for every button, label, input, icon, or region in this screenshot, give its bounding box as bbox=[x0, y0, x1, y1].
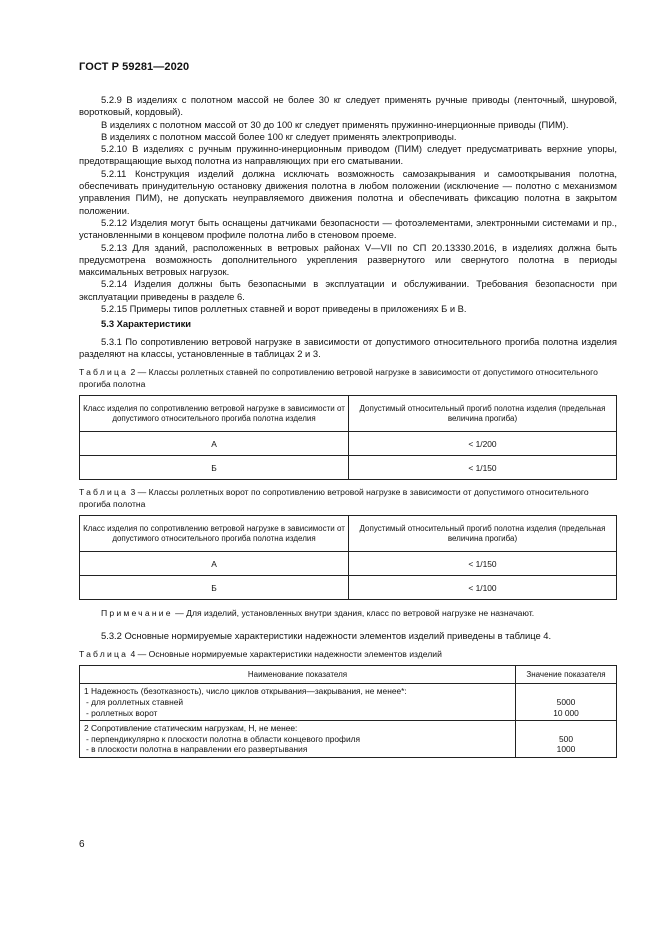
row1-value-shutters: 5000 bbox=[556, 696, 576, 707]
table-2-class-b: Б bbox=[80, 456, 349, 480]
row2-item-perpendicular: - перпендикулярно к плоскости полотна в области концевого профиля bbox=[86, 733, 361, 744]
table-2 bbox=[79, 395, 617, 480]
table-4-header-row bbox=[80, 666, 617, 684]
paragraph-5-2-11: 5.2.11 Конструкция изделий должна исключать возможность самозакрывания и самооткрывания полотна, обеспечивать принудительную остановку движения полотна в любом положении (исключение — полотно с механизмом управления ПИМ), не допускать неуправляемого движения полотна и обеспечивать фиксацию полотна в закрытом положении. bbox=[79, 167, 617, 216]
row1-item-gates: - роллетных ворот bbox=[86, 707, 158, 718]
paragraph-mass-30-100: В изделиях с полотном массой от 30 до 100 кг следует применять пружинно-инерционные приводы (ПИМ). bbox=[101, 118, 569, 130]
table-2-deflection-b: < 1/150 bbox=[349, 456, 617, 480]
table-4-row2-values bbox=[516, 721, 617, 758]
table-3-class-a: А bbox=[80, 552, 349, 576]
row1-title: 1 Надежность (безотказность), число циклов открывания—закрывания, не менее*: bbox=[84, 686, 407, 697]
table-3-class-b: Б bbox=[80, 576, 349, 600]
table-row bbox=[80, 552, 617, 576]
table-4-word: Таблица bbox=[79, 648, 129, 659]
table-4-col2-header: Значение показателя bbox=[516, 666, 617, 684]
row2-item-in-plane: - в плоскости полотна в направлении его развертывания bbox=[86, 744, 308, 755]
table-4-caption bbox=[79, 649, 617, 661]
table-3-header-row bbox=[80, 516, 617, 552]
paragraph-5-2-14: 5.2.14 Изделия должны быть безопасными в эксплуатации и обслуживании. Требования безопасности при эксплуатации приведены в разделе 6. bbox=[79, 278, 617, 302]
table-row bbox=[80, 684, 617, 721]
paragraph-5-2-9: 5.2.9 В изделиях с полотном массой не более 30 кг следует применять ручные приводы (ленточный, шнуровой, воротковый, кордовый). bbox=[79, 94, 617, 118]
note-word: Примечание bbox=[101, 608, 173, 619]
table-4-row1-name bbox=[80, 684, 516, 721]
table-2-caption-text: 2 — Классы роллетных ставней по сопротивлению ветровой нагрузке в зависимости от допустимого относительного прогиба полотна bbox=[79, 367, 598, 389]
table-note bbox=[79, 607, 617, 619]
table-3-deflection-a: < 1/150 bbox=[349, 552, 617, 576]
table-2-deflection-a: < 1/200 bbox=[349, 432, 617, 456]
paragraph-5-2-15: 5.2.15 Примеры типов роллетных ставней и ворот приведены в приложениях Б и В. bbox=[101, 303, 467, 315]
document-header: ГОСТ Р 59281—2020 bbox=[79, 61, 190, 73]
section-title-5-3: 5.3 Характеристики bbox=[101, 318, 192, 330]
table-3-word: Таблица bbox=[79, 487, 129, 498]
table-3-col2-header: Допустимый относительный прогиб полотна изделия (предельная величина прогиба) bbox=[349, 516, 617, 552]
table-row bbox=[80, 576, 617, 600]
row2-title: 2 Сопротивление статическим нагрузкам, Н, не менее: bbox=[84, 723, 298, 734]
table-4-row1-values bbox=[516, 684, 617, 721]
row1-item-shutters: - для роллетных ставней bbox=[86, 696, 184, 707]
table-2-word: Таблица bbox=[79, 367, 129, 378]
note-text: — Для изделий, установленных внутри здания, класс по ветровой нагрузке не назначают. bbox=[172, 608, 535, 619]
paragraph-mass-over-100: В изделиях с полотном массой более 100 кг следует применять электроприводы. bbox=[101, 130, 457, 142]
table-3-caption bbox=[79, 487, 617, 510]
table-2-caption bbox=[79, 367, 617, 390]
table-row bbox=[80, 721, 617, 758]
table-2-header-row bbox=[80, 396, 617, 432]
row2-value-perpendicular: 500 bbox=[559, 733, 573, 744]
paragraph-5-2-12: 5.2.12 Изделия могут быть оснащены датчиками безопасности — фотоэлементами, электронными системами и пр., установленными в концевом профиле полотна либо в стеновом проеме. bbox=[79, 216, 617, 241]
paragraph-5-3-2: 5.3.2 Основные нормируемые характеристики надежности элементов изделий приведены в таблице 4. bbox=[101, 629, 552, 641]
row1-value-gates: 10 000 bbox=[553, 707, 579, 718]
page-content bbox=[79, 94, 617, 758]
page-number: 6 bbox=[79, 839, 85, 850]
table-4-row2-name bbox=[80, 721, 516, 758]
table-row bbox=[80, 432, 617, 456]
table-3-caption-text: 3 — Классы роллетных ворот по сопротивлению ветровой нагрузке в зависимости от допустимого относительного прогиба полотна bbox=[79, 487, 589, 509]
paragraph-5-2-13: 5.2.13 Для зданий, расположенных в ветровых районах V—VII по СП 20.13330.2016, в изделиях должна быть предусмотрена возможность дополнительного укрепления развернутого или свернутого полотна в периоды максимальных ветровых нагрузок. bbox=[79, 241, 617, 278]
table-4 bbox=[79, 665, 617, 758]
row2-value-in-plane: 1000 bbox=[556, 744, 576, 755]
table-2-col2-header: Допустимый относительный прогиб полотна изделия (предельная величина прогиба) bbox=[349, 396, 617, 432]
table-2-col1-header: Класс изделия по сопротивлению ветровой нагрузке в зависимости от допустимого относительного прогиба полотна изделия bbox=[80, 396, 349, 432]
paragraph-5-2-10: 5.2.10 В изделиях с ручным пружинно-инерционным приводом (ПИМ) следует предусматривать верхние упоры, предотвращающие выход полотна из направляющих при его сматывании. bbox=[79, 143, 617, 167]
table-3-deflection-b: < 1/100 bbox=[349, 576, 617, 600]
table-4-col1-header: Наименование показателя bbox=[80, 666, 516, 684]
table-row bbox=[80, 456, 617, 480]
paragraph-5-3-1: 5.3.1 По сопротивлению ветровой нагрузке в зависимости от допустимого относительного прогиба полотна изделия разделяют на классы, установленные в таблицах 2 и 3. bbox=[79, 335, 617, 359]
table-2-class-a: А bbox=[80, 432, 349, 456]
table-3-col1-header: Класс изделия по сопротивлению ветровой нагрузке в зависимости от допустимого относительного прогиба полотна изделия bbox=[80, 516, 349, 552]
table-3 bbox=[79, 515, 617, 600]
table-4-caption-text: 4 — Основные нормируемые характеристики надежности элементов изделий bbox=[128, 648, 442, 659]
